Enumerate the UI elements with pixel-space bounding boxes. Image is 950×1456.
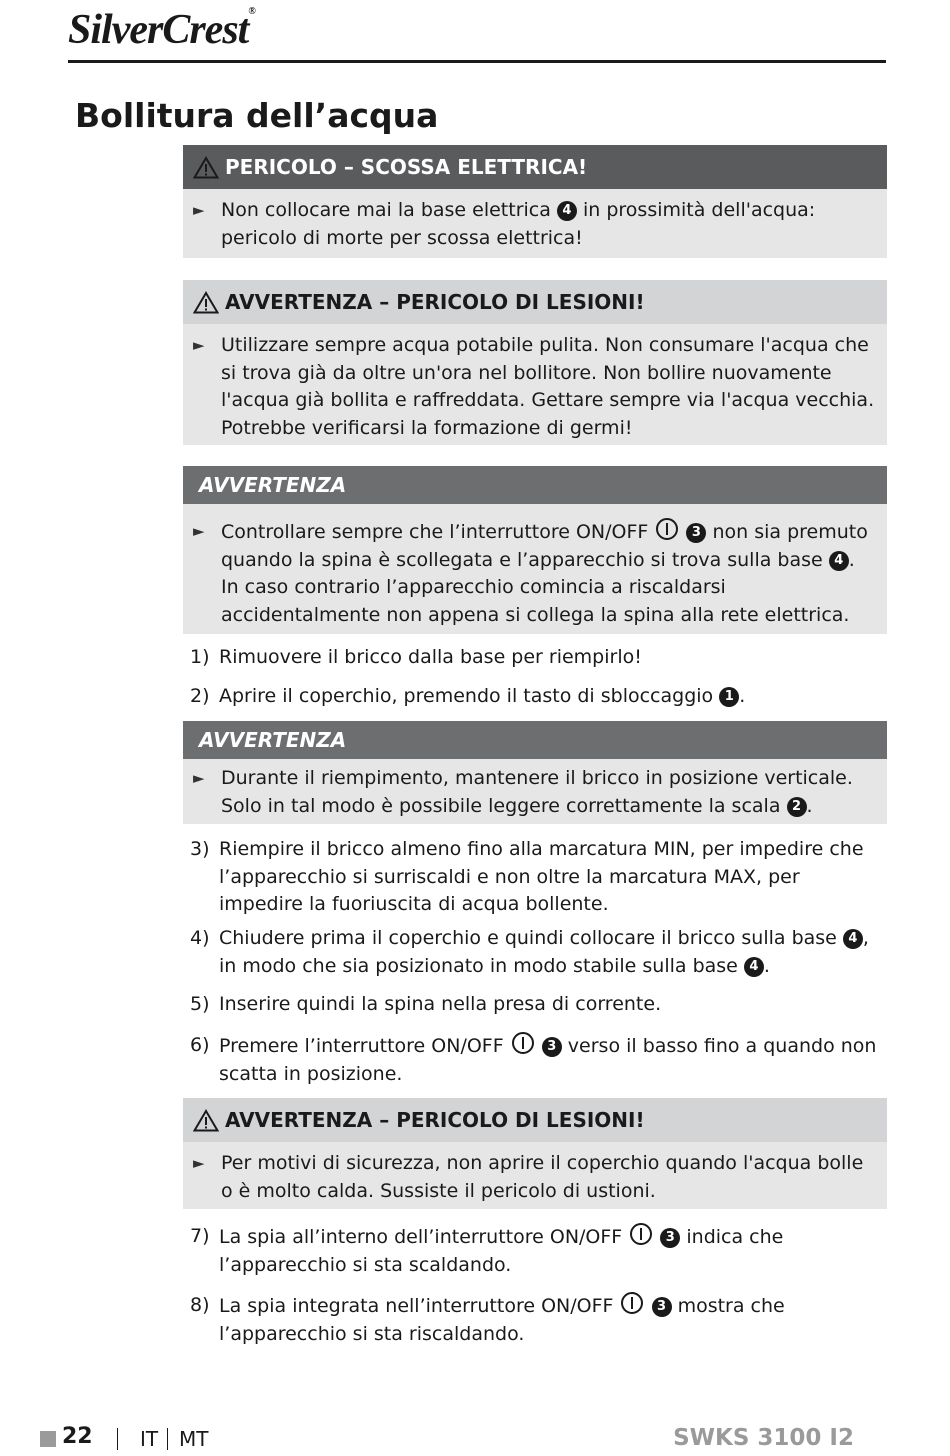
- brand-name: SilverCrest: [68, 7, 249, 53]
- injury-heading: AVVERTENZA – PERICOLO DI LESIONI!: [225, 1108, 645, 1132]
- warning-triangle-icon: [193, 291, 219, 314]
- text-part: Controllare sempre che l’interruttore ON/OFF: [221, 521, 655, 543]
- step-text: [190, 1223, 880, 1279]
- injury-box-2: [183, 1098, 887, 1209]
- injury-heading-bar: [183, 1098, 887, 1142]
- footer-separator: [117, 1428, 118, 1450]
- step-5: [190, 991, 880, 1019]
- text-part: in prossimità dell'acqua: pericolo di morte per scossa elettrica!: [221, 199, 816, 249]
- warning-triangle-icon: [193, 156, 219, 179]
- footer-lang-it: IT: [140, 1427, 159, 1451]
- bullet-arrow-icon: ►: [193, 769, 205, 787]
- power-symbol-icon: [656, 518, 678, 540]
- step-text: [190, 925, 880, 980]
- page-number: 22: [62, 1424, 93, 1449]
- text-part: , in modo che sia posizionato in modo stabile sulla base: [219, 927, 869, 977]
- injury-heading-bar: [183, 280, 887, 324]
- step-2: [190, 683, 880, 711]
- step-number: 8): [190, 1294, 210, 1316]
- warning-text: [183, 759, 887, 830]
- power-symbol-icon: [630, 1223, 652, 1245]
- registered-mark: ®: [248, 6, 255, 17]
- footer-square-icon: [40, 1431, 56, 1447]
- step-number: 1): [190, 646, 210, 668]
- power-symbol-icon: [621, 1292, 643, 1314]
- step-number: 5): [190, 993, 210, 1015]
- ref-number: 3: [542, 1037, 562, 1057]
- bullet-arrow-icon: ►: [193, 1154, 205, 1172]
- step-1: [190, 644, 880, 672]
- text-part: .: [739, 685, 746, 707]
- page-title: Bollitura dell’acqua: [75, 96, 439, 135]
- text-part: verso il basso fino a quando non scatta in posizione.: [219, 1035, 877, 1085]
- danger-heading: PERICOLO – SCOSSA ELETTRICA!: [225, 155, 588, 179]
- danger-box: [183, 145, 887, 258]
- text-part: In caso contrario l’apparecchio comincia a riscaldarsi accidentalmente non appena si collega la spina alla rete elettrica.: [221, 576, 850, 626]
- step-4: [190, 925, 880, 980]
- bullet-arrow-icon: ►: [193, 336, 205, 354]
- footer-lang-mt: MT: [179, 1427, 209, 1451]
- ref-number: 4: [829, 551, 849, 571]
- warning-box-1: [183, 466, 887, 634]
- text-part: Utilizzare sempre acqua potabile pulita. Non consumare l'acqua che si trova già da oltre un'ora nel bollitore. Non bollire nuovamente l'acqua già bollita e raffreddata. Gettare sempre via l'acqua vecchia. Potrebbe verificarsi la formazione di germi!: [221, 334, 875, 439]
- warning-heading: AVVERTENZA: [199, 728, 347, 752]
- step-text: [190, 1032, 880, 1088]
- text-part: Premere l’interruttore ON/OFF: [219, 1035, 510, 1057]
- step-number: 4): [190, 927, 210, 949]
- danger-heading-bar: [183, 145, 887, 189]
- text-part: Aprire il coperchio, premendo il tasto di sbloccaggio: [219, 685, 720, 707]
- ref-number: 1: [719, 687, 739, 707]
- model-number: SWKS 3100 I2: [673, 1425, 854, 1451]
- text-part: .: [763, 954, 770, 977]
- step-number: 3): [190, 838, 210, 860]
- text-part: Durante il riempimento, mantenere il bricco in posizione verticale. Solo in tal modo è possibile leggere correttamente la scala: [221, 767, 853, 817]
- text-part: indica che l’apparecchio si sta scaldando.: [219, 1226, 784, 1276]
- injury-text: [183, 324, 887, 452]
- power-symbol-icon: [512, 1032, 534, 1054]
- text-part: non sia premuto quando la spina è scollegata e l’apparecchio si trova sulla base: [221, 521, 868, 571]
- injury-text: [183, 1142, 887, 1215]
- text-part: .: [806, 794, 813, 817]
- text-part: Chiudere prima il coperchio e quindi collocare il bricco sulla base: [219, 927, 843, 949]
- step-text: Inserire quindi la spina nella presa di corrente.: [219, 993, 662, 1015]
- danger-text: [183, 189, 887, 262]
- warning-triangle-icon: [193, 1109, 219, 1132]
- warning-heading: AVVERTENZA: [199, 473, 347, 497]
- step-text: [190, 683, 880, 711]
- ref-number: 4: [843, 929, 863, 949]
- text-part: .: [848, 548, 855, 571]
- warning-text: [183, 504, 887, 639]
- ref-number: 3: [660, 1228, 680, 1248]
- step-8: [190, 1292, 880, 1348]
- ref-number: 4: [744, 957, 764, 977]
- text-part: Per motivi di sicurezza, non aprire il coperchio quando l'acqua bolle o è molto calda. Sussiste il pericolo di ustioni.: [221, 1152, 864, 1202]
- text-part: mostra che l’apparecchio si sta riscaldando.: [219, 1295, 785, 1345]
- text-part: La spia integrata nell’interruttore ON/OFF: [219, 1295, 620, 1317]
- ref-number: 4: [557, 201, 577, 221]
- bullet-arrow-icon: ►: [193, 201, 205, 219]
- step-number: 6): [190, 1034, 210, 1056]
- warning-heading-bar: [183, 721, 887, 759]
- step-number: 7): [190, 1225, 210, 1247]
- ref-number: 3: [652, 1297, 672, 1317]
- text-part: Non collocare mai la base elettrica: [221, 199, 557, 221]
- text-part: La spia all’interno dell’interruttore ON/OFF: [219, 1226, 629, 1248]
- injury-box-1: [183, 280, 887, 445]
- ref-number: 3: [686, 523, 706, 543]
- step-text: Riempire il bricco almeno fino alla marcatura MIN, per impedire che l’apparecchio si surriscaldi e non oltre la marcatura MAX, per impedire la fuoriuscita di acqua bollente.: [219, 838, 864, 915]
- step-3: [190, 836, 880, 919]
- step-7: [190, 1223, 880, 1279]
- ref-number: 2: [787, 797, 807, 817]
- step-number: 2): [190, 685, 210, 707]
- warning-heading-bar: [183, 466, 887, 504]
- step-6: [190, 1032, 880, 1088]
- injury-heading: AVVERTENZA – PERICOLO DI LESIONI!: [225, 290, 645, 314]
- step-text: [190, 1292, 880, 1348]
- bullet-arrow-icon: ►: [193, 522, 205, 540]
- warning-box-2: [183, 721, 887, 824]
- footer-separator: [167, 1428, 168, 1450]
- step-text: Rimuovere il bricco dalla base per riempirlo!: [219, 646, 642, 668]
- brand-logo: [68, 6, 255, 54]
- header-rule: [68, 60, 886, 63]
